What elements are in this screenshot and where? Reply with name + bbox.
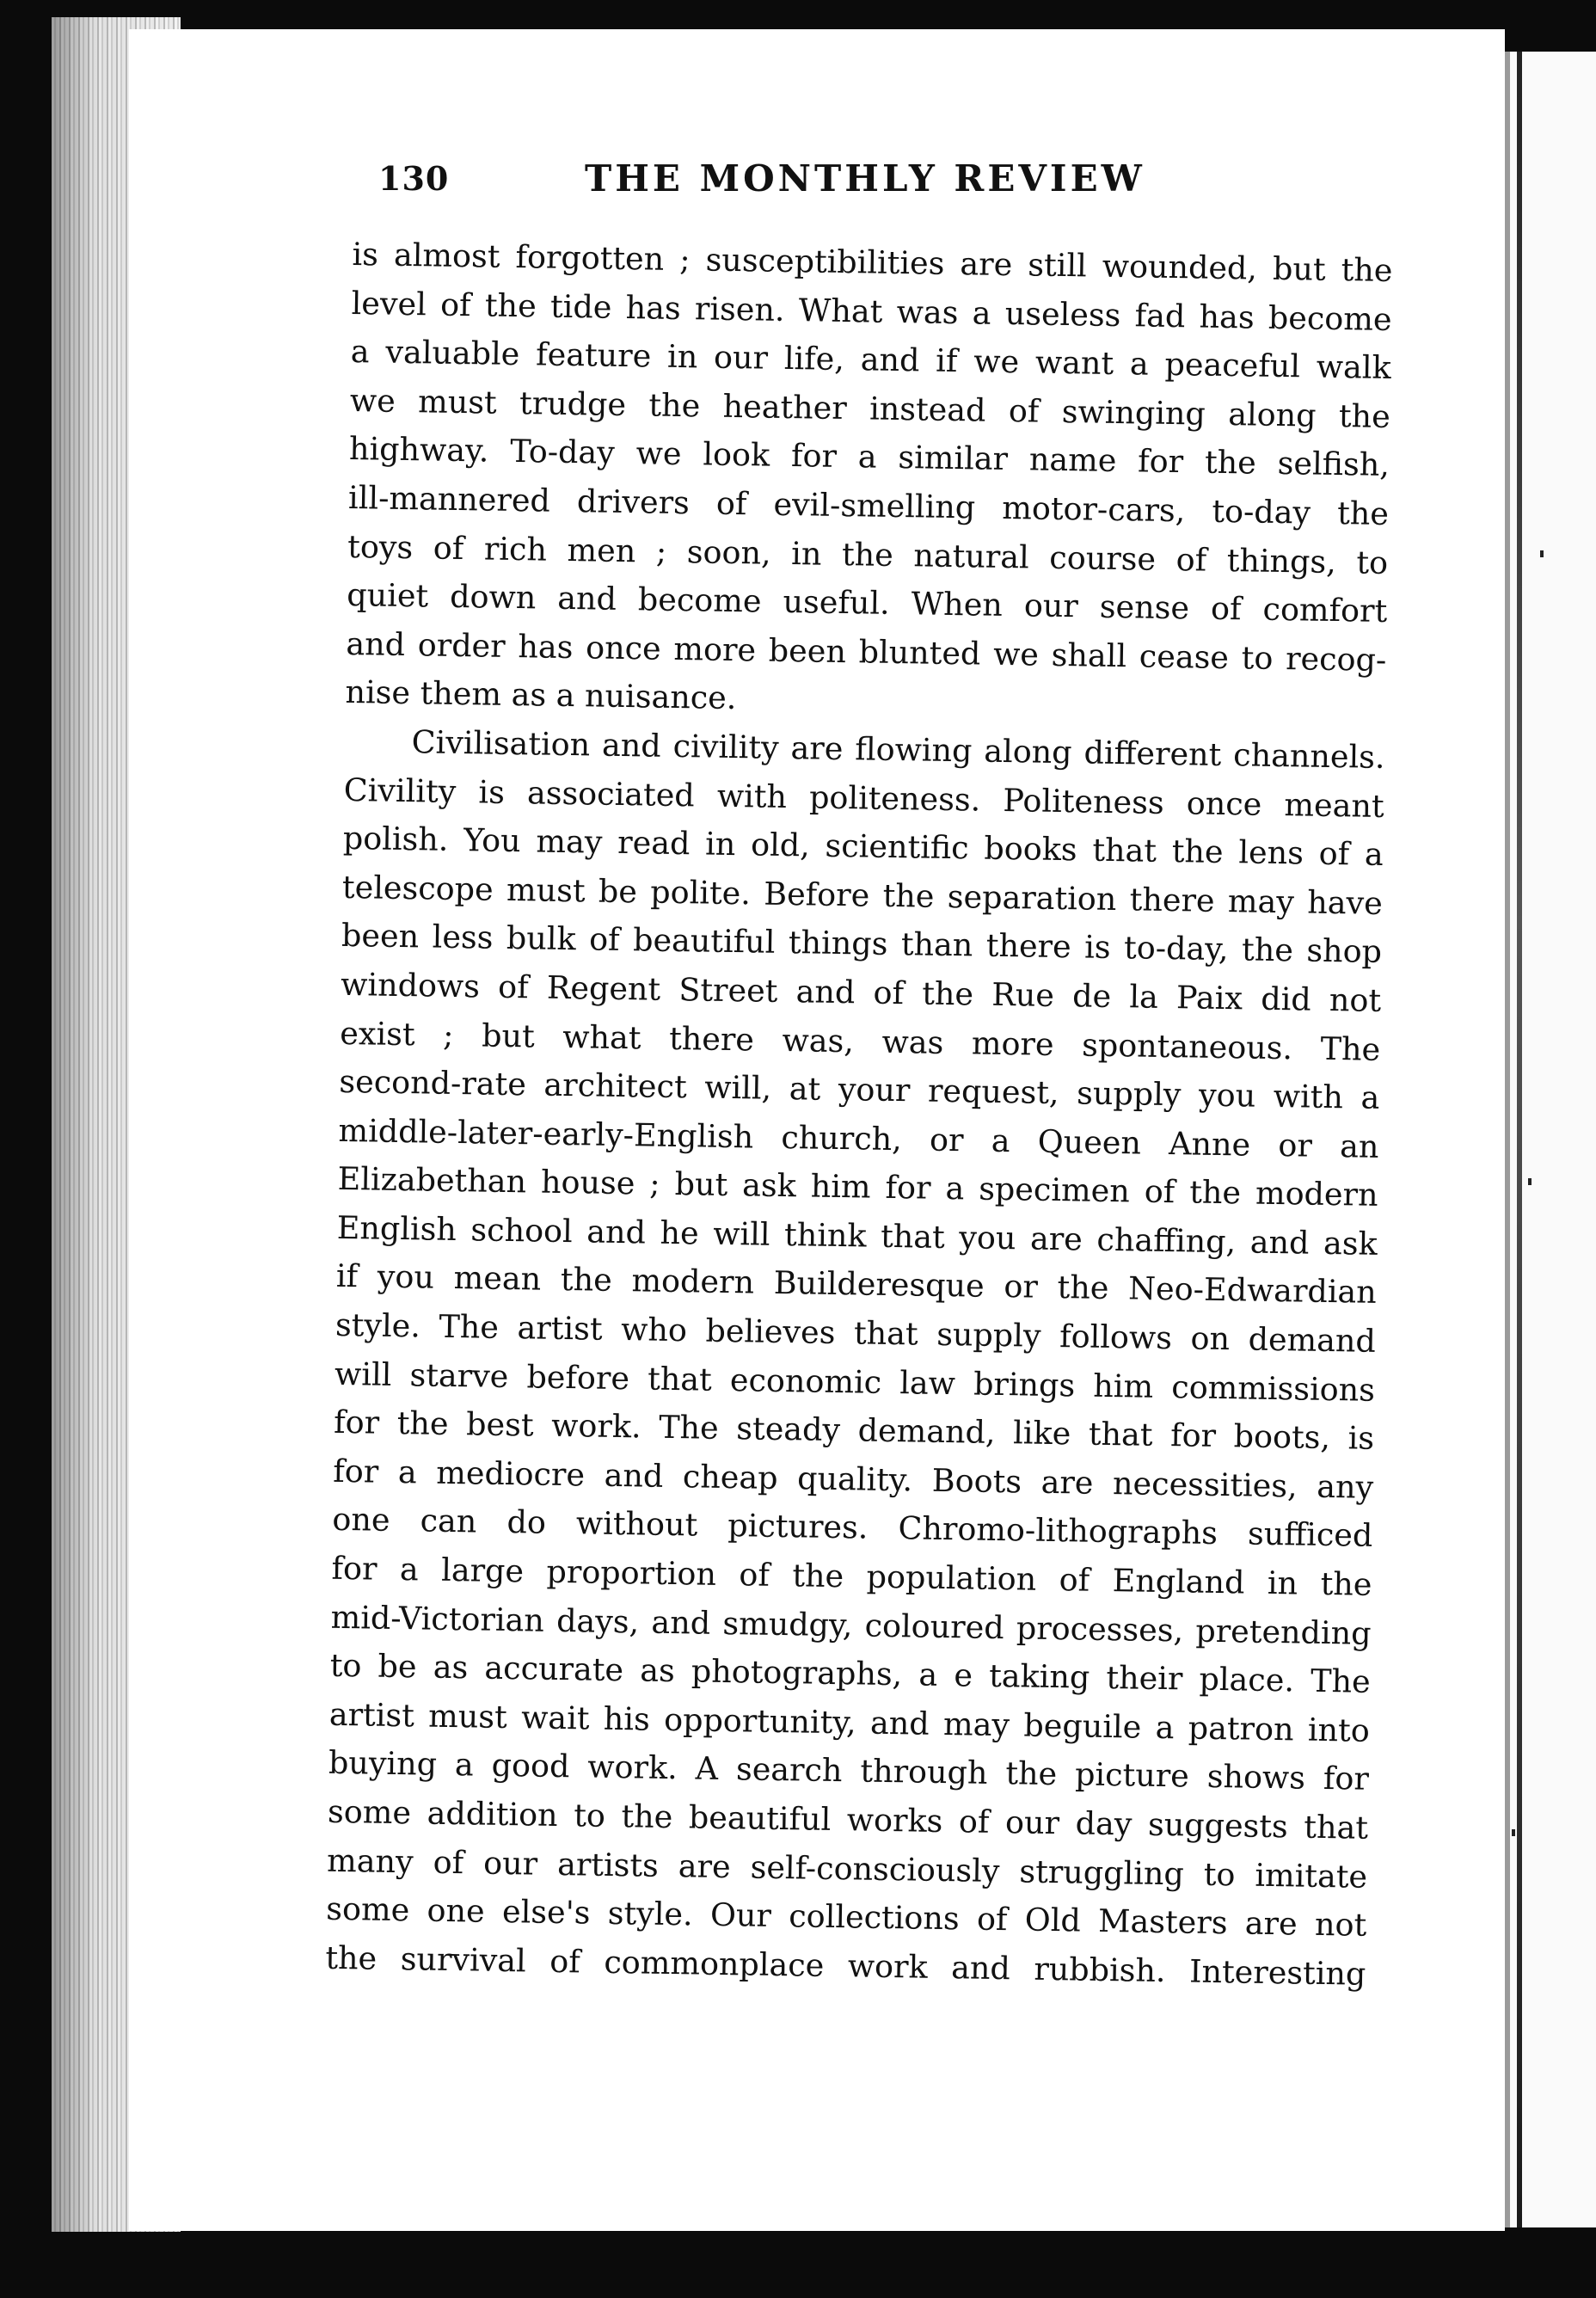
text-line: style. The artist who believes that supply follows on demand (335, 1306, 1377, 1360)
text-line: for a mediocre and cheap quality. Boots are necessities, any (333, 1452, 1374, 1506)
text-line: and order has once more been blunted we shall cease to recog- (346, 624, 1387, 679)
text-line: polish. You may read in old, scientific books that the lens of a (342, 820, 1384, 874)
page-number: 130 (378, 159, 450, 198)
paragraph-start-line: Civilisation and civility are flowing along different channels. (411, 723, 1385, 776)
text-line: a valuable feature in our life, and if we want a peaceful walk (350, 333, 1391, 387)
margin-speck (1540, 550, 1544, 557)
text-line: one can do without pictures. Chromo-lithographs sufficed (332, 1501, 1373, 1555)
text-line: for a large proportion of the population of England in the (331, 1549, 1372, 1603)
text-line: exist ; but what there was, was more spontaneous. The (340, 1014, 1381, 1068)
text-line: the survival of commonplace work and rubbish. Interesting (325, 1939, 1366, 1993)
text-line: for the best work. The steady demand, like that for boots, is (333, 1404, 1375, 1458)
text-line: windows of Regent Street and of the Rue de la Paix did not (340, 965, 1382, 1019)
text-line: telescope must be polite. Before the separation there may have (341, 868, 1384, 922)
facing-page-edge (1505, 52, 1596, 2227)
text-line: some one else's style. Our collections of Old Masters are not (326, 1889, 1367, 1944)
text-line: many of our artists are self-consciously struggling to imitate (326, 1841, 1368, 1896)
text-line: English school and he will think that you are chaffing, and ask (336, 1208, 1378, 1263)
page-gutter-line (1517, 52, 1522, 2227)
text-line: we must trudge the heather instead of swinging along the (349, 381, 1391, 435)
facing-page-shadow (1505, 52, 1510, 2227)
running-title: THE MONTHLY REVIEW (585, 157, 1145, 200)
text-line: been less bulk of beautiful things than there is to-day, the shop (341, 917, 1383, 971)
text-line: to be as accurate as photographs, a e taking their place. The (329, 1647, 1371, 1701)
text-line: level of the tide has risen. What was a useless fad has become (351, 284, 1392, 338)
text-line: if you mean the modern Builderesque or the Neo-Edwardian (335, 1257, 1378, 1312)
text-line: artist must wait his opportunity, and may beguile a patron into (328, 1695, 1371, 1749)
text-line: is almost forgotten ; susceptibilities are still wounded, but the (352, 235, 1393, 289)
text-line: will starve before that economic law brings him commissions (334, 1355, 1376, 1409)
text-line: Civility is associated with politeness. Politeness once meant (343, 771, 1384, 825)
text-line: highway. To-day we look for a similar name for the selfish, (348, 430, 1390, 484)
text-line: buying a good work. A search through the picture shows for (328, 1744, 1370, 1798)
paragraph-end-line: nise them as a nuisance. (345, 673, 737, 717)
text-line: quiet down and become useful. When our sense of comfort (347, 576, 1388, 630)
page-header (378, 159, 1195, 219)
text-line: middle-later-early-English church, or a Queen Anne or an (338, 1111, 1379, 1165)
margin-speck (1528, 1178, 1532, 1185)
margin-speck (1512, 1829, 1515, 1836)
text-line: toys of rich men ; soon, in the natural course of things, to (347, 527, 1389, 581)
text-line: some addition to the beautiful works of our day suggests that (327, 1792, 1369, 1846)
text-line: Elizabethan house ; but ask him for a specimen of the modern (337, 1160, 1378, 1214)
text-line: ill-mannered drivers of evil-smelling motor-cars, to-day the (347, 478, 1390, 532)
text-line: mid-Victorian days, and smudgy, coloured processes, pretending (330, 1598, 1372, 1652)
text-line: second-rate architect will, at your request, supply you with a (339, 1062, 1380, 1116)
body-text (325, 230, 1393, 1999)
